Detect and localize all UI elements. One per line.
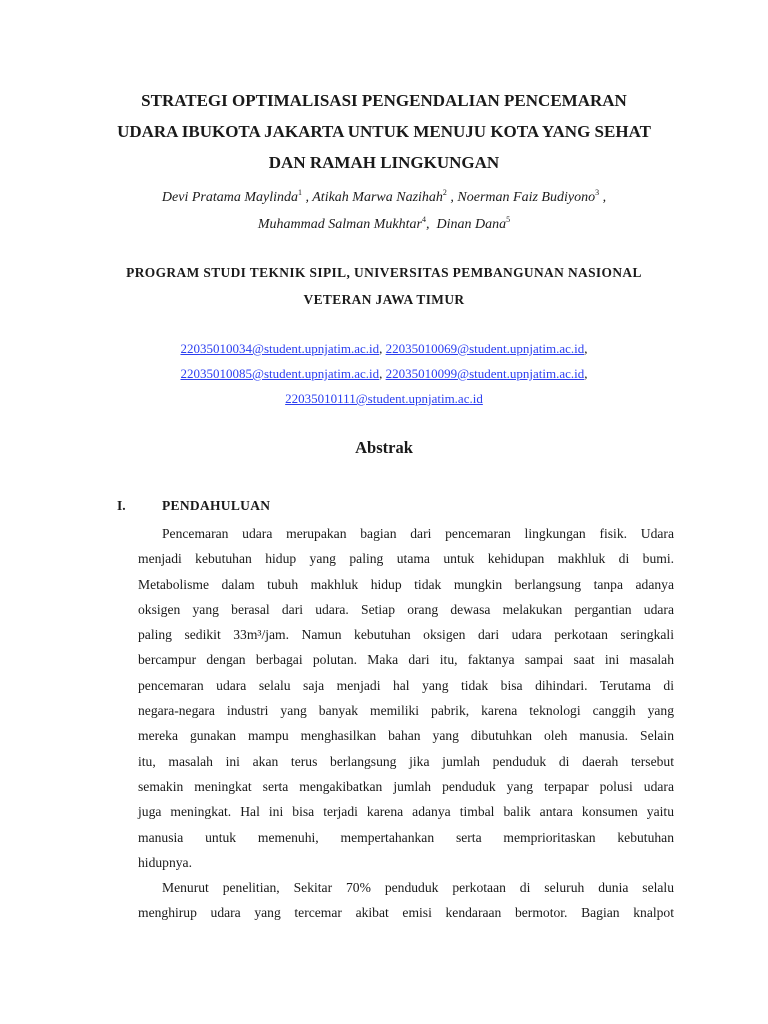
body-line: Metabolisme dalam tubuh makhluk hidup tidak mungkin berlangsung tanpa adanya: [138, 576, 674, 592]
section-number: I.: [117, 498, 126, 513]
body-line: bercampur dengan berbagai polutan. Maka dari itu, faktanya sampai saat ini masalah: [138, 652, 674, 668]
body-line: menghirup udara yang tercemar akibat emisi kendaraan bermotor. Bagian knalpot: [138, 905, 674, 921]
abstract-heading: Abstrak: [355, 438, 413, 457]
author-name: Atikah Marwa Nazihah: [312, 190, 443, 205]
email-link[interactable]: 22035010069@student.upnjatim.ac.id: [385, 341, 585, 356]
email-link[interactable]: 22035010034@student.upnjatim.ac.id: [180, 341, 380, 356]
title-line: DAN RAMAH LINGKUNGAN: [268, 153, 500, 172]
paper-title: [60, 85, 708, 178]
body-line: mereka gunakan mampu menghasilkan bahan yang dibutuhkan oleh manusia. Selain: [138, 728, 674, 744]
email-list: 22035010034@student.upnjatim.ac.id, 22035010069@student.upnjatim.ac.id, 22035010085@student.upnjatim.ac.id, 22035010099@student.upnjatim.ac.id, 22035010111@student.upnjatim.ac.id: [180, 341, 588, 406]
email-link[interactable]: 22035010099@student.upnjatim.ac.id: [385, 366, 585, 381]
author-affil-mark: 3: [595, 188, 600, 197]
body-line: oksigen yang berasal dari udara. Setiap orang dewasa melakukan pergantian udara: [138, 601, 674, 617]
author-name: Noerman Faiz Budiyono: [457, 190, 596, 205]
body-line: semakin meningkat serta mengakibatkan jumlah penduduk yang terpapar polusi udara: [138, 778, 674, 794]
author-name: Dinan Dana: [436, 217, 507, 232]
author-affil-mark: 2: [442, 188, 447, 197]
body-line: manusia untuk memenuhi, mempertahankan serta memprioritaskan kebutuhan: [138, 829, 674, 845]
affiliation-line: VETERAN JAWA TIMUR: [303, 292, 465, 307]
author-line: Muhammad Salman Mukhtar$^4$, Dinan Dana$^5$: [257, 215, 511, 232]
body-line: pencemaran udara selalu saja menjadi hal yang tidak bisa dihindari. Terutama di: [138, 677, 674, 693]
email-link[interactable]: 22035010111@student.upnjatim.ac.id: [285, 391, 483, 406]
body-line: hidupnya.: [138, 854, 192, 870]
body-line: itu, masalah ini akan terus berlangsung jika jumlah penduduk di daerah tersebut: [138, 753, 674, 769]
email-link[interactable]: 22035010085@student.upnjatim.ac.id: [180, 366, 380, 381]
author-affil-mark: 5: [506, 215, 511, 224]
author-affil-mark: 1: [298, 188, 302, 197]
affiliation: [60, 259, 708, 313]
title-line: STRATEGI OPTIMALISASI PENGENDALIAN PENCEMARAN: [141, 91, 627, 110]
body-paragraphs: [138, 521, 674, 926]
body-line: Menurut penelitian, Sekitar 70% penduduk perkotaan di seluruh dunia selalu: [162, 880, 674, 896]
body-line: Pencemaran udara merupakan bagian dari pencemaran lingkungan fisik. Udara: [162, 526, 674, 541]
author-name: Muhammad Salman Mukhtar: [257, 217, 422, 232]
body-line: juga meningkat. Hal ini bisa terjadi karena adanya timbal balik antara konsumen yaitu: [138, 804, 674, 820]
affiliation-line: PROGRAM STUDI TEKNIK SIPIL, UNIVERSITAS PEMBANGUNAN NASIONAL: [126, 265, 642, 280]
section-title: PENDAHULUAN: [162, 498, 271, 513]
author-affil-mark: 4: [421, 215, 426, 224]
title-line: UDARA IBUKOTA JAKARTA UNTUK MENUJU KOTA YANG SEHAT: [117, 122, 651, 141]
author-line: Devi Pratama Maylinda$^1$ , Atikah Marwa Nazihah$^2$ , Noerman Faiz Budiyono$^3$ ,: [161, 188, 607, 205]
author-name: Devi Pratama Maylinda: [161, 190, 298, 205]
author-list: [60, 184, 708, 238]
body-line: menjadi kebutuhan hidup yang paling utama untuk kehidupan makhluk di bumi.: [138, 551, 674, 567]
body-line: negara-negara industri yang banyak memiliki pabrik, karena teknologi canggih yang: [138, 703, 674, 719]
body-line: paling sedikit 33m³/jam. Namun kebutuhan oksigen dari udara perkotaan seringkali: [138, 627, 674, 643]
